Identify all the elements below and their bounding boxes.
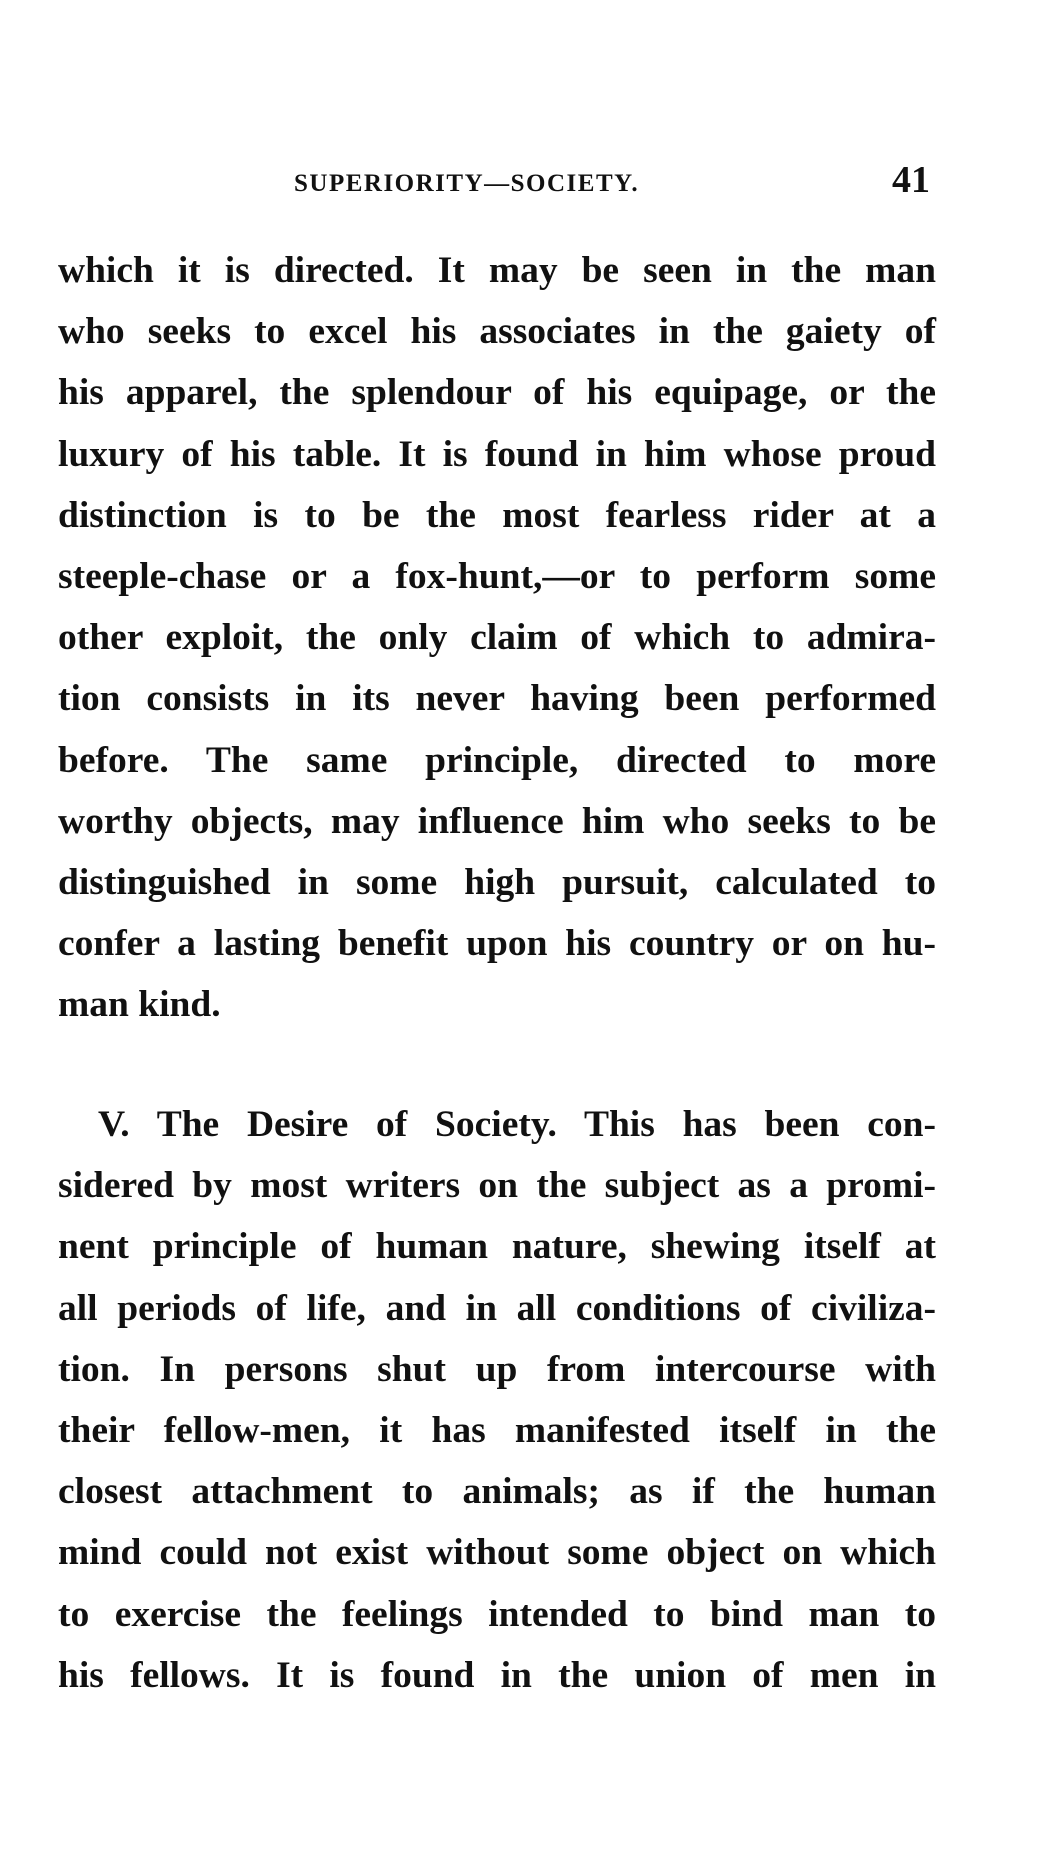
text-line: worthy objects, may influence him who seeks to be [58, 800, 936, 842]
paragraph-desire-of-society [58, 1094, 936, 1706]
text-line: tion consists in its never having been performed [58, 678, 936, 720]
text-line: closest attachment to animals; as if the human [58, 1471, 936, 1513]
paragraph-superiority-continued [58, 240, 936, 1035]
running-head [58, 158, 936, 201]
text-line: man kind. [58, 984, 221, 1026]
text-line: distinguished in some high pursuit, calculated to [58, 861, 936, 903]
text-line: all periods of life, and in all conditions of civiliza- [58, 1287, 936, 1329]
text-line: other exploit, the only claim of which to admira- [58, 617, 936, 659]
text-line: his fellows. It is found in the union of men in [58, 1654, 936, 1696]
text-line: his apparel, the splendour of his equipage, or the [58, 372, 936, 414]
text-line: to exercise the feelings intended to bind man to [58, 1593, 936, 1635]
text-line: who seeks to excel his associates in the gaiety of [58, 311, 936, 353]
text-line: their fellow-men, it has manifested itself in the [58, 1409, 936, 1451]
text-line: confer a lasting benefit upon his country or on hu- [58, 923, 936, 965]
text-line: steeple-chase or a fox-hunt,—or to perform some [58, 555, 936, 597]
text-line: mind could not exist without some object on which [58, 1532, 936, 1574]
text-line: tion. In persons shut up from intercourse with [58, 1348, 936, 1390]
text-line: V. The Desire of Society. This has been con- [98, 1104, 936, 1145]
text-line: nent principle of human nature, shewing itself at [58, 1226, 936, 1268]
running-title: SUPERIORITY—SOCIETY. [294, 170, 640, 197]
page-number: 41 [892, 159, 930, 201]
text-line: distinction is to be the most fearless rider at a [58, 494, 936, 536]
text-line: which it is directed. It may be seen in the man [58, 250, 936, 291]
text-line: luxury of his table. It is found in him whose proud [58, 433, 936, 475]
text-line: sidered by most writers on the subject as a promi- [58, 1165, 936, 1207]
text-line: before. The same principle, directed to more [58, 739, 936, 781]
